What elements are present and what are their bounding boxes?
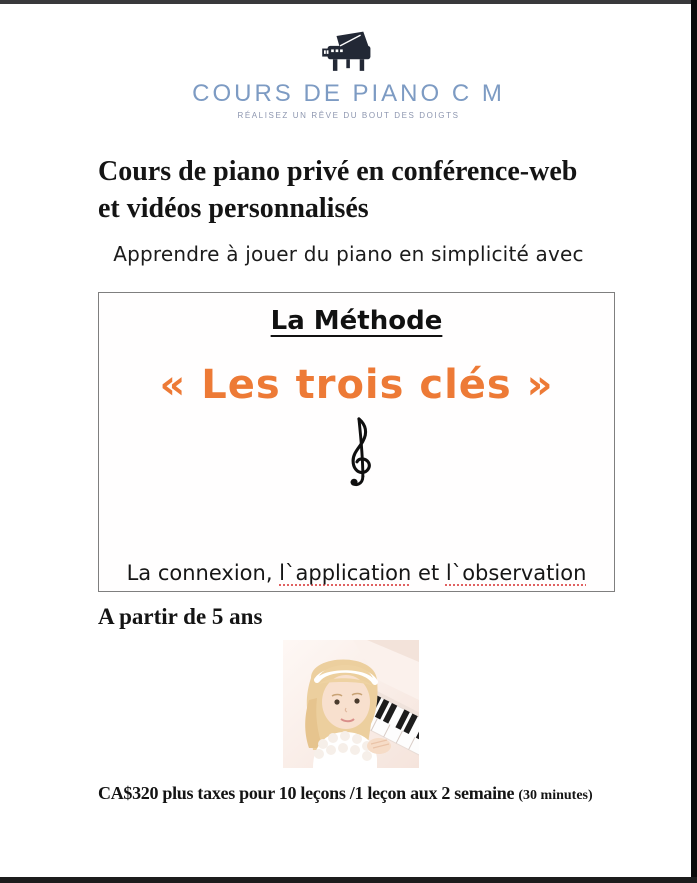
method-tagline (99, 561, 614, 585)
brand-tagline: RÉALISEZ UN RÊVE DU BOUT DES DOIGTS (237, 111, 460, 120)
tagline-part1: La connexion, (126, 561, 280, 585)
treble-clef-icon (99, 416, 614, 492)
method-box (98, 292, 615, 592)
logo (0, 28, 697, 120)
grand-piano-icon (320, 28, 378, 78)
method-label: La Méthode (270, 306, 443, 336)
frame-edge-top (0, 0, 697, 4)
page-title-line1: Cours de piano privé en conférence-web (98, 156, 578, 187)
price-main: CA$320 plus taxes pour 10 leçons /1 leçon aux 2 semaine (98, 783, 519, 803)
method-name: « Les trois clés » (159, 362, 554, 408)
tagline-word-application: l`application (279, 561, 412, 585)
frame-edge-right (691, 0, 697, 883)
brand-name: COURS DE PIANO C M (192, 80, 505, 107)
price-line (98, 783, 658, 804)
price-duration: (30 minutes) (518, 788, 593, 803)
page-title (98, 153, 638, 227)
page-title-line2: et vidéos personnalisés (98, 193, 369, 224)
tagline-part2: et (411, 561, 446, 585)
tagline-word-observation: l`observation (445, 561, 587, 585)
girl-piano-photo (283, 640, 419, 768)
age-note: A partir de 5 ans (98, 604, 263, 629)
frame-edge-bottom (0, 877, 697, 883)
intro-line: Apprendre à jouer du piano en simplicité avec (113, 242, 584, 266)
